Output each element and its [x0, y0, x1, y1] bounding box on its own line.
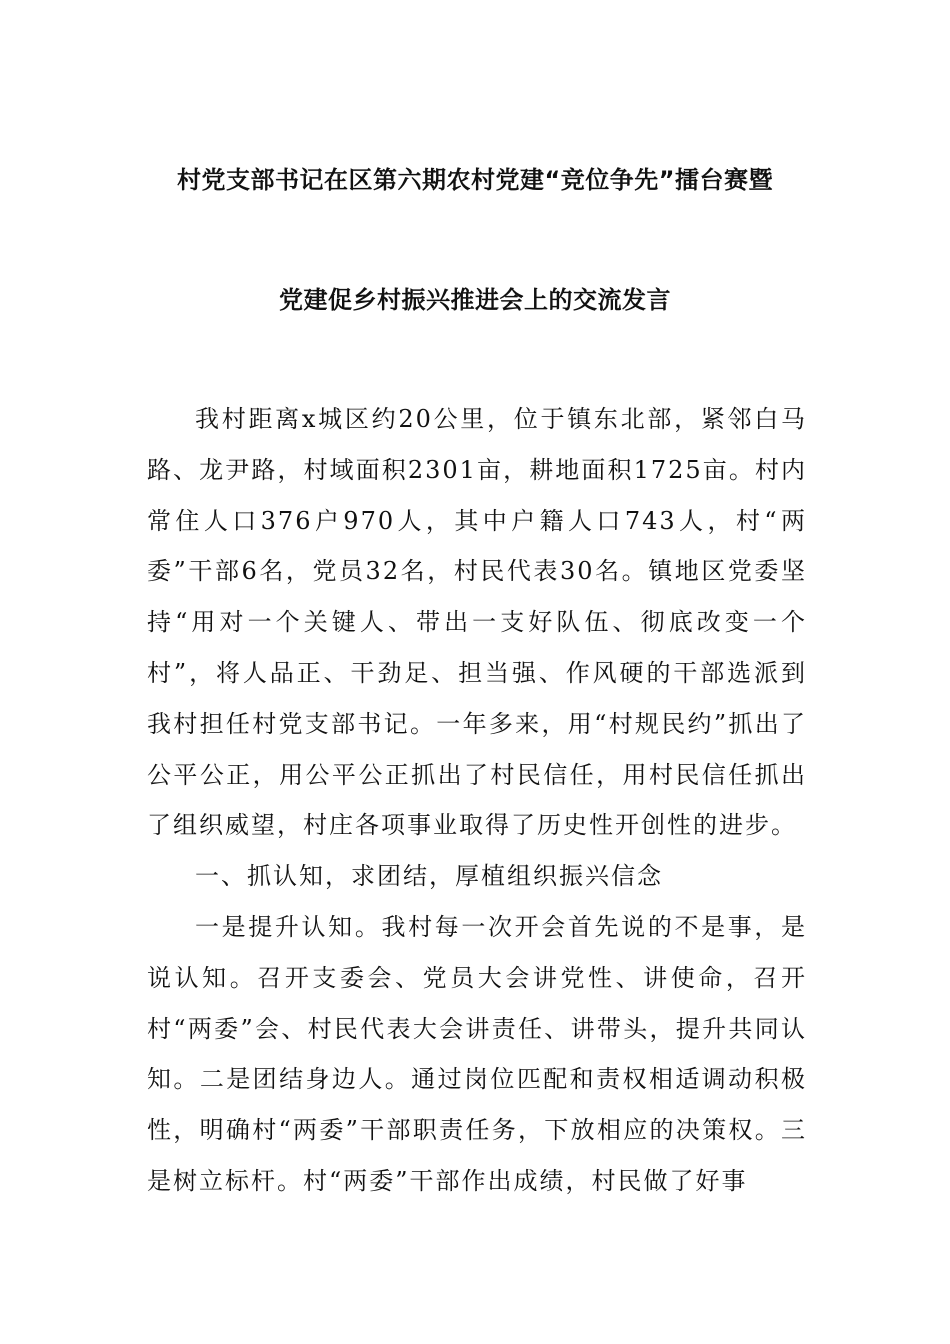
- document-title-line-1: 村党支部书记在区第六期农村党建“竞位争先”擂台赛暨: [176, 166, 774, 194]
- section-heading-1: 一、抓认知，求团结，厚植组织振兴信念: [195, 862, 663, 891]
- document-title-line-2: 党建促乡村振兴推进会上的交流发言: [279, 286, 671, 314]
- document-body: [147, 394, 807, 1207]
- paragraph-section-1: 一是提升认知。我村每一次开会首先说的不是事，是说认知。召开支委会、党员大会讲党性、讲使命，召开村“两委”会、村民代表大会讲责任、讲带头，提升共同认知。二是团结身边人。通过岗位匹配和责权相适调动积极性，明确村“两委”干部职责任务，下放相应的决策权。三是树立标杆。村“两委”干部作出成绩，村民做了好事: [147, 912, 807, 1195]
- paragraph-intro: 我村距离x城区约20公里，位于镇东北部，紧邻白马路、龙尹路，村域面积2301亩，耕地面积1725亩。村内常住人口376户970人，其中户籍人口743人，村“两委”干部6名，党员32名，村民代表30名。镇地区党委坚持“用对一个关键人、带出一支好队伍、彻底改变一个村”，将人品正、干劲足、担当强、作风硬的干部选派到我村担任村党支部书记。一年多来，用“村规民约”抓出了公平公正，用公平公正抓出了村民信任，用村民信任抓出了组织威望，村庄各项事业取得了历史性开创性的进步。: [147, 405, 807, 840]
